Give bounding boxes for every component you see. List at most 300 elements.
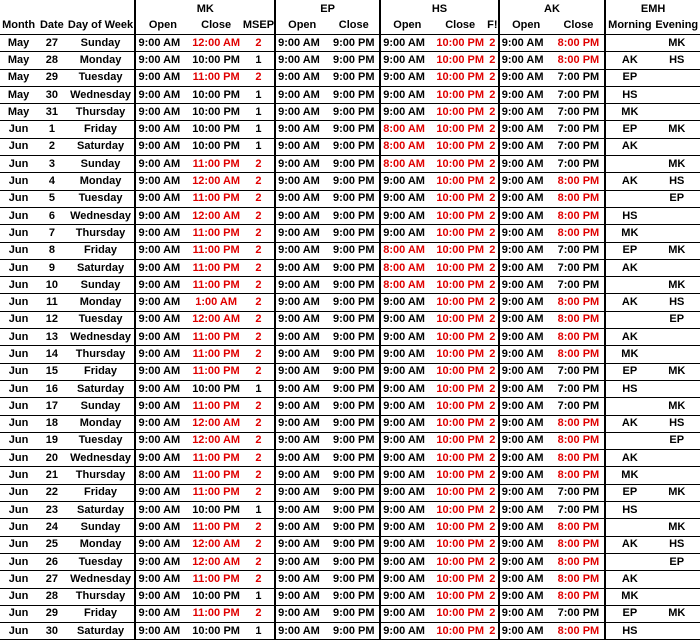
table-row <box>0 173 700 190</box>
cell-ak-close: 7:00 PM <box>553 380 606 397</box>
cell-emh-evening: EP <box>653 553 700 570</box>
cell-mk-close: 10:00 PM <box>189 138 243 155</box>
cell-ep-open: 9:00 AM <box>275 519 328 536</box>
cell-ep-open: 9:00 AM <box>275 311 328 328</box>
col-header-emh-evening: Evening <box>653 17 700 35</box>
cell-mk-close: 10:00 PM <box>189 104 243 121</box>
cell-mk-close: 11:00 PM <box>189 605 243 622</box>
cell-hs-f: 2 <box>487 69 499 86</box>
cell-msep: 2 <box>243 329 275 346</box>
cell-mk-open: 9:00 AM <box>135 380 189 397</box>
cell-ep-close: 9:00 PM <box>328 225 380 242</box>
cell-mk-open: 9:00 AM <box>135 225 189 242</box>
cell-hs-f: 2 <box>487 380 499 397</box>
cell-date: 16 <box>37 380 66 397</box>
cell-month: May <box>0 104 37 121</box>
cell-hs-open: 8:00 AM <box>380 138 433 155</box>
cell-mk-close: 11:00 PM <box>189 190 243 207</box>
cell-date: 23 <box>37 502 66 519</box>
cell-month: Jun <box>0 346 37 363</box>
cell-ak-close: 7:00 PM <box>553 86 606 103</box>
cell-ep-close: 9:00 PM <box>328 121 380 138</box>
cell-mk-close: 11:00 PM <box>189 346 243 363</box>
cell-hs-open: 9:00 AM <box>380 623 433 640</box>
cell-ak-open: 9:00 AM <box>499 467 553 484</box>
cell-ak-close: 7:00 PM <box>553 277 606 294</box>
cell-ep-close: 9:00 PM <box>328 86 380 103</box>
cell-mk-open: 9:00 AM <box>135 311 189 328</box>
cell-date: 2 <box>37 138 66 155</box>
cell-ak-close: 7:00 PM <box>553 69 606 86</box>
cell-msep: 2 <box>243 259 275 276</box>
cell-emh-morning: AK <box>605 173 653 190</box>
cell-ak-open: 9:00 AM <box>499 86 553 103</box>
cell-mk-open: 9:00 AM <box>135 484 189 501</box>
cell-emh-morning <box>605 519 653 536</box>
cell-hs-close: 10:00 PM <box>433 242 486 259</box>
cell-ep-open: 9:00 AM <box>275 467 328 484</box>
cell-msep: 1 <box>243 502 275 519</box>
cell-hs-close: 10:00 PM <box>433 467 486 484</box>
cell-day-of-week: Saturday <box>67 138 136 155</box>
group-header-row <box>0 0 700 17</box>
cell-mk-close: 12:00 AM <box>189 35 243 52</box>
cell-ep-close: 9:00 PM <box>328 242 380 259</box>
cell-msep: 2 <box>243 398 275 415</box>
cell-ak-open: 9:00 AM <box>499 502 553 519</box>
cell-ak-close: 7:00 PM <box>553 121 606 138</box>
cell-ep-open: 9:00 AM <box>275 138 328 155</box>
cell-month: Jun <box>0 588 37 605</box>
cell-ep-close: 9:00 PM <box>328 553 380 570</box>
cell-day-of-week: Wednesday <box>67 207 136 224</box>
cell-hs-close: 10:00 PM <box>433 605 486 622</box>
cell-day-of-week: Sunday <box>67 519 136 536</box>
cell-month: Jun <box>0 190 37 207</box>
cell-ak-open: 9:00 AM <box>499 415 553 432</box>
cell-mk-open: 9:00 AM <box>135 363 189 380</box>
cell-month: Jun <box>0 605 37 622</box>
cell-hs-f: 2 <box>487 138 499 155</box>
cell-ep-close: 9:00 PM <box>328 138 380 155</box>
cell-emh-evening: MK <box>653 242 700 259</box>
cell-msep: 2 <box>243 242 275 259</box>
cell-ak-open: 9:00 AM <box>499 484 553 501</box>
table-row <box>0 432 700 449</box>
cell-day-of-week: Tuesday <box>67 432 136 449</box>
cell-msep: 1 <box>243 138 275 155</box>
cell-emh-evening <box>653 138 700 155</box>
cell-date: 11 <box>37 294 66 311</box>
cell-date: 21 <box>37 467 66 484</box>
cell-msep: 2 <box>243 432 275 449</box>
group-header-ep: EP <box>275 0 380 17</box>
cell-ep-open: 9:00 AM <box>275 450 328 467</box>
cell-ak-close: 8:00 PM <box>553 173 606 190</box>
cell-ep-close: 9:00 PM <box>328 484 380 501</box>
cell-month: Jun <box>0 415 37 432</box>
cell-month: Jun <box>0 398 37 415</box>
cell-month: Jun <box>0 450 37 467</box>
cell-ep-close: 9:00 PM <box>328 156 380 173</box>
cell-ep-close: 9:00 PM <box>328 467 380 484</box>
cell-month: Jun <box>0 207 37 224</box>
cell-hs-open: 9:00 AM <box>380 104 433 121</box>
cell-day-of-week: Saturday <box>67 380 136 397</box>
cell-emh-evening <box>653 207 700 224</box>
cell-ep-open: 9:00 AM <box>275 35 328 52</box>
cell-date: 3 <box>37 156 66 173</box>
cell-emh-evening <box>653 450 700 467</box>
cell-day-of-week: Sunday <box>67 277 136 294</box>
cell-mk-close: 11:00 PM <box>189 571 243 588</box>
table-row <box>0 277 700 294</box>
table-row <box>0 207 700 224</box>
cell-msep: 1 <box>243 588 275 605</box>
cell-ep-open: 9:00 AM <box>275 363 328 380</box>
cell-day-of-week: Friday <box>67 121 136 138</box>
cell-mk-close: 11:00 PM <box>189 398 243 415</box>
cell-hs-f: 2 <box>487 86 499 103</box>
col-header-dow: Day of Week <box>67 17 136 35</box>
cell-ep-open: 9:00 AM <box>275 86 328 103</box>
cell-mk-open: 8:00 AM <box>135 467 189 484</box>
cell-hs-f: 2 <box>487 623 499 640</box>
cell-hs-open: 9:00 AM <box>380 415 433 432</box>
table-row <box>0 329 700 346</box>
cell-hs-close: 10:00 PM <box>433 415 486 432</box>
cell-month: Jun <box>0 363 37 380</box>
cell-hs-open: 9:00 AM <box>380 311 433 328</box>
cell-mk-close: 12:00 AM <box>189 207 243 224</box>
cell-ak-close: 8:00 PM <box>553 52 606 69</box>
cell-ep-close: 9:00 PM <box>328 104 380 121</box>
cell-mk-close: 11:00 PM <box>189 259 243 276</box>
cell-ep-close: 9:00 PM <box>328 571 380 588</box>
cell-msep: 2 <box>243 363 275 380</box>
cell-hs-f: 2 <box>487 484 499 501</box>
cell-ep-close: 9:00 PM <box>328 519 380 536</box>
cell-date: 8 <box>37 242 66 259</box>
cell-hs-f: 2 <box>487 415 499 432</box>
cell-ep-open: 9:00 AM <box>275 502 328 519</box>
cell-hs-close: 10:00 PM <box>433 450 486 467</box>
cell-ep-close: 9:00 PM <box>328 346 380 363</box>
cell-hs-f: 2 <box>487 519 499 536</box>
cell-ak-open: 9:00 AM <box>499 432 553 449</box>
table-row <box>0 35 700 52</box>
cell-emh-morning: AK <box>605 52 653 69</box>
cell-emh-evening <box>653 69 700 86</box>
col-header-mk-open: Open <box>135 17 189 35</box>
cell-day-of-week: Sunday <box>67 398 136 415</box>
cell-msep: 2 <box>243 605 275 622</box>
cell-hs-open: 9:00 AM <box>380 52 433 69</box>
table-row <box>0 190 700 207</box>
cell-hs-close: 10:00 PM <box>433 571 486 588</box>
cell-date: 26 <box>37 553 66 570</box>
cell-emh-morning <box>605 432 653 449</box>
cell-ak-close: 7:00 PM <box>553 605 606 622</box>
cell-mk-open: 9:00 AM <box>135 35 189 52</box>
cell-ak-close: 7:00 PM <box>553 502 606 519</box>
cell-hs-f: 2 <box>487 207 499 224</box>
cell-mk-open: 9:00 AM <box>135 623 189 640</box>
cell-emh-morning: EP <box>605 121 653 138</box>
cell-emh-evening <box>653 104 700 121</box>
cell-ep-open: 9:00 AM <box>275 329 328 346</box>
col-header-ep-close: Close <box>328 17 380 35</box>
table-row <box>0 484 700 501</box>
cell-ep-open: 9:00 AM <box>275 104 328 121</box>
cell-mk-open: 9:00 AM <box>135 553 189 570</box>
cell-ak-open: 9:00 AM <box>499 156 553 173</box>
cell-msep: 1 <box>243 623 275 640</box>
cell-ep-open: 9:00 AM <box>275 346 328 363</box>
cell-date: 30 <box>37 623 66 640</box>
cell-ak-close: 8:00 PM <box>553 35 606 52</box>
cell-mk-open: 9:00 AM <box>135 398 189 415</box>
cell-hs-open: 9:00 AM <box>380 536 433 553</box>
cell-emh-morning: MK <box>605 346 653 363</box>
cell-date: 29 <box>37 605 66 622</box>
cell-emh-evening: HS <box>653 415 700 432</box>
cell-month: Jun <box>0 173 37 190</box>
cell-ak-close: 7:00 PM <box>553 363 606 380</box>
cell-emh-morning: MK <box>605 225 653 242</box>
cell-month: Jun <box>0 156 37 173</box>
cell-mk-close: 12:00 AM <box>189 311 243 328</box>
cell-mk-open: 9:00 AM <box>135 173 189 190</box>
cell-ak-close: 8:00 PM <box>553 519 606 536</box>
cell-ep-open: 9:00 AM <box>275 121 328 138</box>
cell-month: Jun <box>0 502 37 519</box>
cell-emh-evening: EP <box>653 190 700 207</box>
cell-mk-close: 12:00 AM <box>189 553 243 570</box>
cell-day-of-week: Friday <box>67 605 136 622</box>
cell-hs-open: 9:00 AM <box>380 225 433 242</box>
cell-month: May <box>0 52 37 69</box>
cell-ep-close: 9:00 PM <box>328 536 380 553</box>
cell-hs-f: 2 <box>487 432 499 449</box>
cell-date: 12 <box>37 311 66 328</box>
table-row <box>0 502 700 519</box>
cell-ep-close: 9:00 PM <box>328 502 380 519</box>
cell-mk-close: 10:00 PM <box>189 52 243 69</box>
cell-ep-close: 9:00 PM <box>328 398 380 415</box>
cell-hs-open: 9:00 AM <box>380 519 433 536</box>
cell-mk-close: 12:00 AM <box>189 415 243 432</box>
cell-date: 6 <box>37 207 66 224</box>
cell-ep-open: 9:00 AM <box>275 415 328 432</box>
cell-day-of-week: Friday <box>67 242 136 259</box>
cell-ak-open: 9:00 AM <box>499 519 553 536</box>
cell-hs-open: 9:00 AM <box>380 588 433 605</box>
cell-date: 18 <box>37 415 66 432</box>
cell-day-of-week: Friday <box>67 484 136 501</box>
cell-msep: 2 <box>243 553 275 570</box>
cell-ak-close: 8:00 PM <box>553 190 606 207</box>
cell-ak-open: 9:00 AM <box>499 605 553 622</box>
cell-mk-open: 9:00 AM <box>135 571 189 588</box>
table-row <box>0 588 700 605</box>
cell-emh-evening <box>653 467 700 484</box>
cell-hs-close: 10:00 PM <box>433 484 486 501</box>
cell-hs-open: 9:00 AM <box>380 363 433 380</box>
cell-date: 9 <box>37 259 66 276</box>
cell-mk-close: 11:00 PM <box>189 484 243 501</box>
cell-mk-close: 12:00 AM <box>189 173 243 190</box>
cell-hs-open: 9:00 AM <box>380 346 433 363</box>
cell-hs-close: 10:00 PM <box>433 588 486 605</box>
cell-mk-close: 1:00 AM <box>189 294 243 311</box>
cell-hs-open: 9:00 AM <box>380 553 433 570</box>
cell-emh-morning: AK <box>605 138 653 155</box>
cell-hs-close: 10:00 PM <box>433 536 486 553</box>
cell-msep: 2 <box>243 311 275 328</box>
cell-hs-f: 2 <box>487 346 499 363</box>
cell-month: Jun <box>0 380 37 397</box>
cell-hs-close: 10:00 PM <box>433 623 486 640</box>
cell-hs-f: 2 <box>487 536 499 553</box>
cell-emh-evening <box>653 571 700 588</box>
cell-hs-open: 8:00 AM <box>380 156 433 173</box>
cell-msep: 1 <box>243 86 275 103</box>
cell-mk-open: 9:00 AM <box>135 346 189 363</box>
cell-hs-f: 2 <box>487 173 499 190</box>
cell-month: May <box>0 35 37 52</box>
cell-mk-close: 11:00 PM <box>189 69 243 86</box>
cell-day-of-week: Tuesday <box>67 311 136 328</box>
cell-mk-close: 11:00 PM <box>189 519 243 536</box>
cell-day-of-week: Wednesday <box>67 450 136 467</box>
table-row <box>0 121 700 138</box>
cell-msep: 2 <box>243 294 275 311</box>
cell-day-of-week: Monday <box>67 173 136 190</box>
cell-month: Jun <box>0 225 37 242</box>
cell-emh-morning <box>605 277 653 294</box>
cell-month: Jun <box>0 294 37 311</box>
cell-mk-open: 9:00 AM <box>135 519 189 536</box>
cell-ak-open: 9:00 AM <box>499 329 553 346</box>
cell-month: Jun <box>0 536 37 553</box>
cell-emh-morning: MK <box>605 467 653 484</box>
col-header-hs-open: Open <box>380 17 433 35</box>
cell-day-of-week: Tuesday <box>67 69 136 86</box>
cell-msep: 1 <box>243 121 275 138</box>
cell-hs-f: 2 <box>487 104 499 121</box>
cell-mk-close: 10:00 PM <box>189 588 243 605</box>
cell-ep-close: 9:00 PM <box>328 605 380 622</box>
cell-ep-open: 9:00 AM <box>275 242 328 259</box>
cell-ak-close: 8:00 PM <box>553 311 606 328</box>
cell-month: Jun <box>0 311 37 328</box>
cell-ak-open: 9:00 AM <box>499 104 553 121</box>
cell-date: 27 <box>37 571 66 588</box>
cell-ak-open: 9:00 AM <box>499 623 553 640</box>
cell-emh-morning: HS <box>605 502 653 519</box>
cell-date: 5 <box>37 190 66 207</box>
cell-mk-open: 9:00 AM <box>135 52 189 69</box>
cell-ak-close: 7:00 PM <box>553 104 606 121</box>
cell-hs-close: 10:00 PM <box>433 398 486 415</box>
cell-emh-evening: EP <box>653 311 700 328</box>
cell-ak-open: 9:00 AM <box>499 571 553 588</box>
cell-ak-open: 9:00 AM <box>499 380 553 397</box>
cell-ak-close: 8:00 PM <box>553 346 606 363</box>
table-row <box>0 553 700 570</box>
cell-mk-open: 9:00 AM <box>135 207 189 224</box>
cell-emh-morning: EP <box>605 605 653 622</box>
cell-ep-close: 9:00 PM <box>328 363 380 380</box>
cell-mk-open: 9:00 AM <box>135 69 189 86</box>
cell-emh-morning: AK <box>605 450 653 467</box>
cell-ak-close: 7:00 PM <box>553 138 606 155</box>
cell-hs-open: 9:00 AM <box>380 398 433 415</box>
cell-ak-open: 9:00 AM <box>499 173 553 190</box>
cell-emh-evening: MK <box>653 398 700 415</box>
group-header-ak: AK <box>499 0 606 17</box>
cell-emh-morning <box>605 156 653 173</box>
cell-ak-close: 8:00 PM <box>553 553 606 570</box>
group-header-mk: MK <box>135 0 275 17</box>
cell-emh-morning <box>605 311 653 328</box>
cell-hs-f: 2 <box>487 259 499 276</box>
cell-month: Jun <box>0 138 37 155</box>
cell-hs-open: 8:00 AM <box>380 259 433 276</box>
group-header-hs: HS <box>380 0 499 17</box>
cell-ak-open: 9:00 AM <box>499 35 553 52</box>
table-row <box>0 467 700 484</box>
cell-day-of-week: Thursday <box>67 467 136 484</box>
cell-ep-open: 9:00 AM <box>275 571 328 588</box>
cell-ak-open: 9:00 AM <box>499 225 553 242</box>
cell-hs-f: 2 <box>487 605 499 622</box>
cell-hs-close: 10:00 PM <box>433 138 486 155</box>
cell-ak-open: 9:00 AM <box>499 277 553 294</box>
cell-hs-open: 8:00 AM <box>380 121 433 138</box>
cell-hs-close: 10:00 PM <box>433 69 486 86</box>
cell-emh-evening <box>653 588 700 605</box>
cell-emh-morning: AK <box>605 571 653 588</box>
cell-day-of-week: Sunday <box>67 156 136 173</box>
cell-mk-open: 9:00 AM <box>135 432 189 449</box>
cell-date: 22 <box>37 484 66 501</box>
cell-emh-morning <box>605 190 653 207</box>
cell-hs-f: 2 <box>487 52 499 69</box>
cell-date: 28 <box>37 588 66 605</box>
col-header-hs-f: F! <box>487 17 499 35</box>
table-row <box>0 519 700 536</box>
table-row <box>0 536 700 553</box>
cell-date: 20 <box>37 450 66 467</box>
cell-ak-close: 7:00 PM <box>553 259 606 276</box>
table-row <box>0 259 700 276</box>
col-header-date: Date <box>37 17 66 35</box>
cell-ep-open: 9:00 AM <box>275 277 328 294</box>
cell-ak-open: 9:00 AM <box>499 121 553 138</box>
cell-ep-close: 9:00 PM <box>328 380 380 397</box>
cell-mk-open: 9:00 AM <box>135 294 189 311</box>
cell-mk-close: 11:00 PM <box>189 329 243 346</box>
cell-emh-evening <box>653 259 700 276</box>
cell-emh-morning: HS <box>605 207 653 224</box>
cell-mk-open: 9:00 AM <box>135 121 189 138</box>
cell-ep-open: 9:00 AM <box>275 380 328 397</box>
cell-date: 4 <box>37 173 66 190</box>
cell-hs-f: 2 <box>487 225 499 242</box>
table-row <box>0 225 700 242</box>
